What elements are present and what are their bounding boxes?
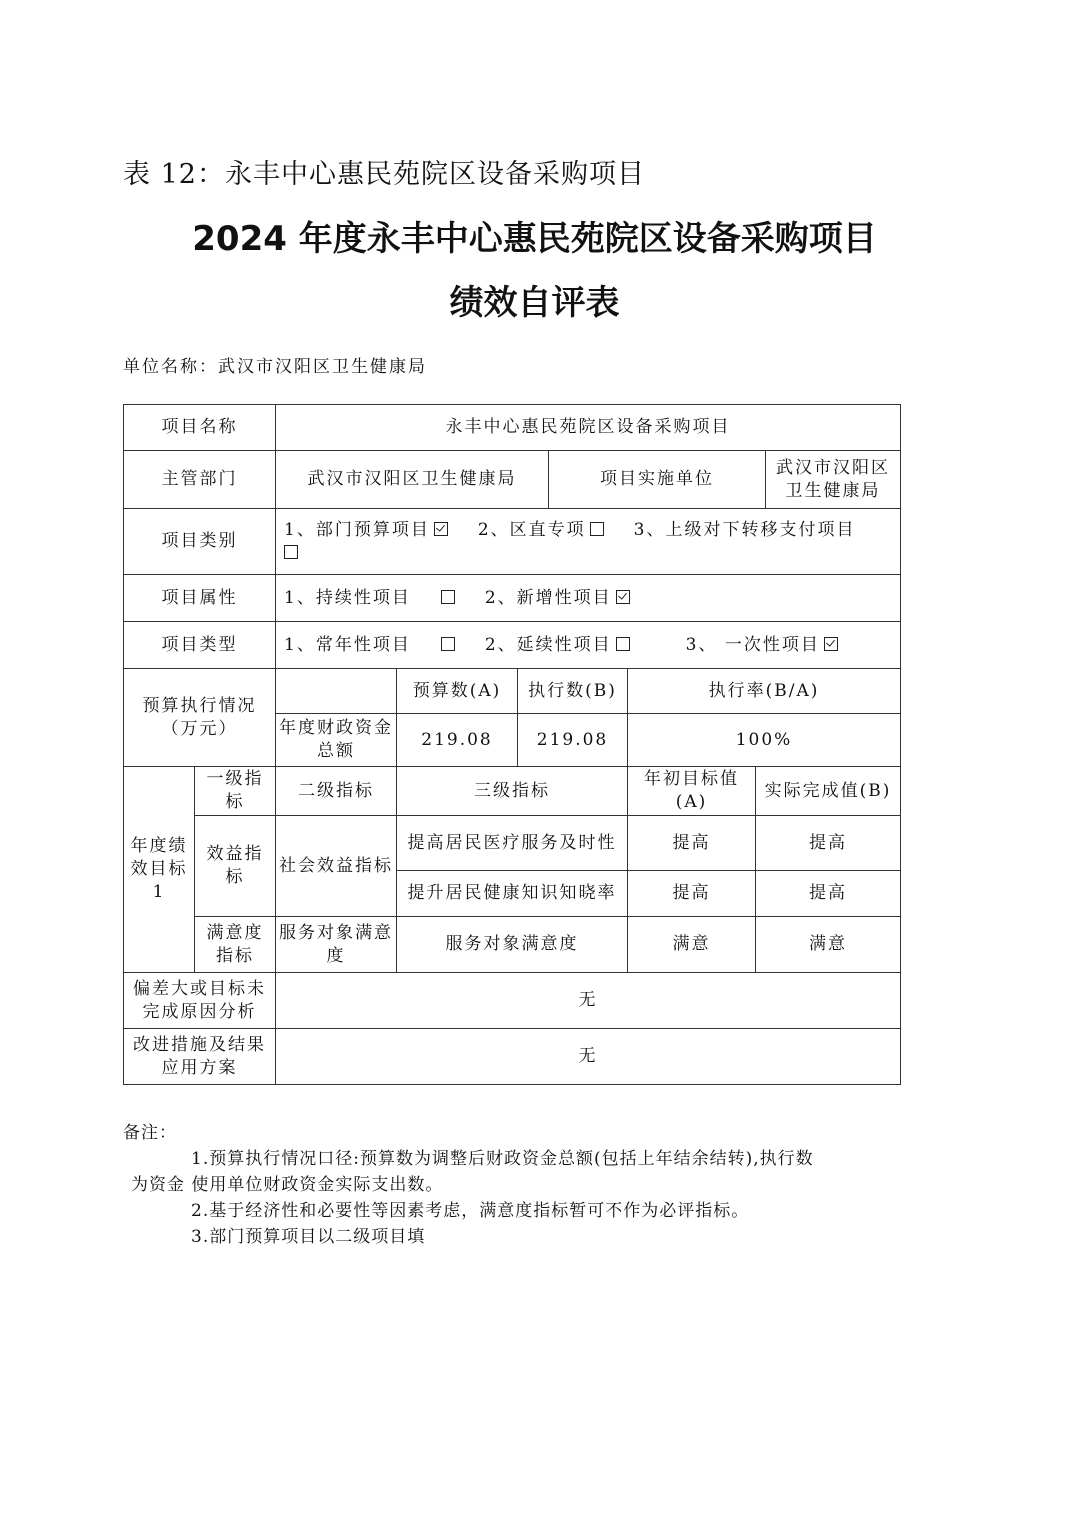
project-name-label: 项目名称 xyxy=(124,405,276,451)
deviation-label: 偏差大或目标未完成原因分析 xyxy=(124,973,276,1029)
attribute-label: 项目属性 xyxy=(124,575,276,622)
fiscal-total-label: 年度财政资金总额 xyxy=(276,714,397,767)
indicator-row3: 服务对象满意度 xyxy=(397,917,628,973)
dept-value: 武汉市汉阳区卫生健康局 xyxy=(276,451,549,508)
checkbox-icon[interactable] xyxy=(616,637,630,651)
target-row2: 提高 xyxy=(628,871,756,917)
note-2: 2.基于经济性和必要性等因素考虑，满意度指标暂可不作为必评指标。 xyxy=(191,1201,750,1221)
project-name-value: 永丰中心惠民苑院区设备采购项目 xyxy=(276,405,901,451)
budget-col-header: 预算数(A) xyxy=(397,669,518,714)
social-benefit-label: 社会效益指标 xyxy=(276,816,397,917)
note-1: 1.预算执行情况口径:预算数为调整后财政资金总额(包括上年结余结转),执行数 xyxy=(191,1149,814,1169)
category-opt2-label: 2、区直专项 xyxy=(477,519,586,540)
target-row3: 满意 xyxy=(628,917,756,973)
exec-value: 219.08 xyxy=(518,714,628,767)
category-label: 项目类别 xyxy=(124,509,276,575)
satisfaction-indicator-label: 满意度指标 xyxy=(195,917,276,973)
improvement-value: 无 xyxy=(276,1029,901,1085)
target-header: 年初目标值(A) xyxy=(628,767,756,816)
actual-row3: 满意 xyxy=(756,917,901,973)
target-row1: 提高 xyxy=(628,816,756,871)
indicator-row1: 提高居民医疗服务及时性 xyxy=(397,816,628,871)
actual-row2: 提高 xyxy=(756,871,901,917)
exec-col-header: 执行数(B) xyxy=(518,669,628,714)
evaluation-table xyxy=(123,404,901,1085)
budget-value: 219.08 xyxy=(397,714,518,767)
impl-label: 项目实施单位 xyxy=(549,451,766,508)
dept-row xyxy=(276,451,901,509)
type-opt2-label: 2、延续性项目 xyxy=(484,634,612,655)
type-opt1-label: 1、常年性项目 xyxy=(284,634,411,655)
checkbox-icon[interactable] xyxy=(284,545,298,559)
type-label: 项目类型 xyxy=(124,622,276,669)
budget-blank-cell xyxy=(276,669,397,714)
impl-value: 武汉市汉阳区卫生健康局 xyxy=(776,457,891,501)
checkbox-icon[interactable] xyxy=(590,522,604,536)
attribute-opt2-label: 2、新增性项目 xyxy=(484,587,612,608)
dept-label: 主管部门 xyxy=(124,451,276,509)
improvement-label: 改进措施及结果应用方案 xyxy=(124,1029,276,1085)
level2-header: 二级指标 xyxy=(276,767,397,816)
category-opt3-label: 3、上级对下转移支付项目 xyxy=(633,519,856,540)
actual-header: 实际完成值(B) xyxy=(756,767,901,816)
note-3: 3.部门预算项目以二级项目填 xyxy=(191,1227,426,1247)
attribute-opt1-label: 1、持续性项目 xyxy=(284,587,411,608)
budget-label: 预算执行情况（万元） xyxy=(124,669,276,767)
notes xyxy=(123,1120,923,1250)
deviation-value: 无 xyxy=(276,973,901,1029)
page-title: 2024 年度永丰中心惠民苑院区设备采购项目 xyxy=(192,219,877,259)
level3-header: 三级指标 xyxy=(397,767,628,816)
checkbox-icon[interactable] xyxy=(441,637,455,651)
attribute-options xyxy=(276,575,901,622)
benefit-indicator-label: 效益指标 xyxy=(195,816,276,917)
notes-heading: 备注： xyxy=(123,1123,177,1143)
checkbox-icon[interactable] xyxy=(441,590,455,604)
checkbox-checked-icon[interactable] xyxy=(434,522,448,536)
table-caption: 表 12：永丰中心惠民苑院区设备采购项目 xyxy=(123,159,645,190)
type-opt3-label: 3、 一次性项目 xyxy=(685,634,820,655)
actual-row1: 提高 xyxy=(756,816,901,871)
checkbox-checked-icon[interactable] xyxy=(824,637,838,651)
category-opt1-label: 1、部门预算项目 xyxy=(284,519,430,540)
unit-name: 单位名称：武汉市汉阳区卫生健康局 xyxy=(123,357,427,377)
indicator-row2: 提升居民健康知识知晓率 xyxy=(397,871,628,917)
type-options xyxy=(276,622,901,669)
rate-col-header: 执行率(B/A) xyxy=(628,669,901,714)
rate-value: 100% xyxy=(628,714,901,767)
page-subtitle: 绩效自评表 xyxy=(449,283,620,323)
annual-goal-label: 年度绩效目标 1 xyxy=(124,767,195,973)
note-1-continued: 为资金 使用单位财政资金实际支出数。 xyxy=(131,1175,444,1195)
category-options xyxy=(276,509,901,575)
level1-header: 一级指标 xyxy=(195,767,276,816)
checkbox-checked-icon[interactable] xyxy=(616,590,630,604)
service-satisfaction-label: 服务对象满意度 xyxy=(276,917,397,973)
